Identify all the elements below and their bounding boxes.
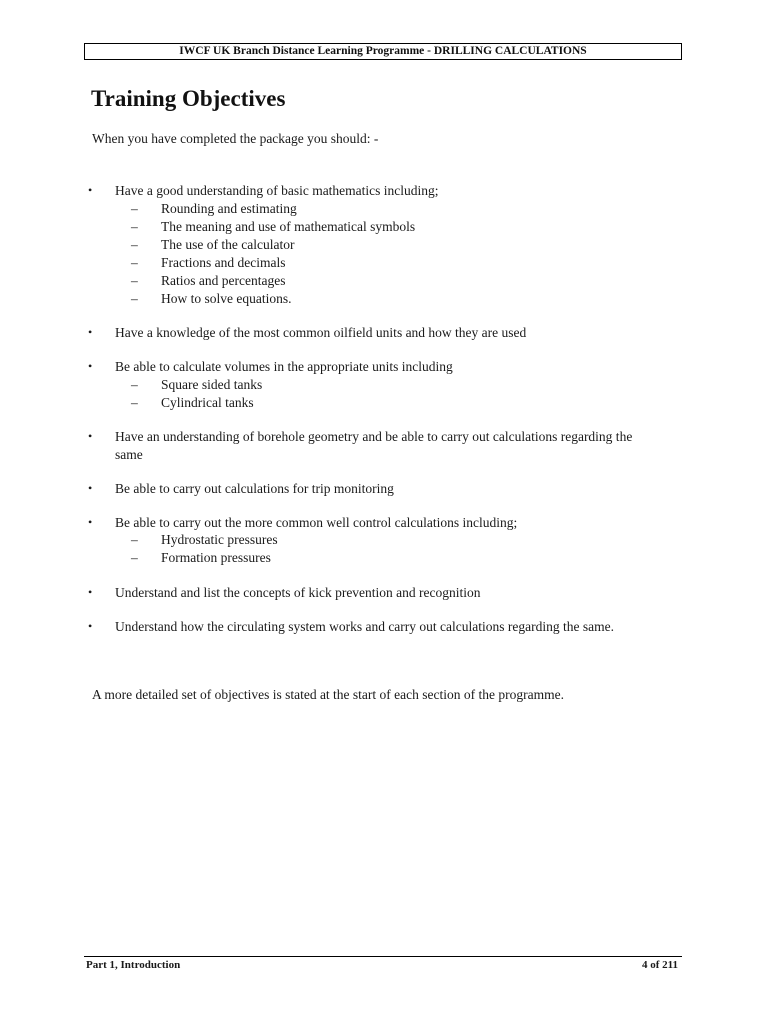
bullet-icon: • bbox=[88, 480, 93, 495]
intro-text: When you have completed the package you should: - bbox=[92, 131, 379, 146]
running-header: IWCF UK Branch Distance Learning Programme - DRILLING CALCULATIONS bbox=[84, 43, 682, 60]
bullet-icon: • bbox=[88, 183, 93, 197]
sub-objective-text: Cylindrical tanks bbox=[161, 394, 254, 410]
sub-objective-item bbox=[115, 531, 658, 549]
bullet-icon: • bbox=[88, 584, 93, 599]
bullet-icon: • bbox=[88, 325, 93, 339]
sub-objective-text: The use of the calculator bbox=[161, 236, 295, 252]
bullet-icon: • bbox=[88, 618, 93, 633]
objective-text: Understand and list the concepts of kick prevention and recognition bbox=[115, 584, 481, 600]
dash-icon: – bbox=[131, 376, 138, 392]
dash-icon: – bbox=[131, 236, 138, 252]
objective-item bbox=[0, 618, 768, 636]
dash-icon: – bbox=[131, 218, 138, 234]
dash-icon: – bbox=[131, 550, 138, 565]
dash-icon: – bbox=[131, 532, 138, 547]
dash-icon: – bbox=[131, 272, 138, 288]
sub-objective-item bbox=[115, 200, 658, 218]
objective-item bbox=[0, 358, 768, 412]
dash-icon: – bbox=[131, 254, 138, 270]
sub-objective-item bbox=[115, 236, 658, 254]
sub-objective-item bbox=[115, 394, 658, 412]
objective-item bbox=[0, 428, 768, 463]
sub-objective-item bbox=[115, 549, 658, 567]
objectives-list bbox=[0, 182, 768, 652]
sub-objective-text: Fractions and decimals bbox=[161, 254, 286, 270]
sub-objective-text: Formation pressures bbox=[161, 550, 271, 565]
sub-objective-item bbox=[115, 376, 658, 394]
bullet-icon: • bbox=[88, 359, 93, 373]
footer-rule bbox=[84, 956, 682, 957]
dash-icon: – bbox=[131, 290, 138, 306]
objective-text: Have an understanding of borehole geometry and be able to carry out calculations regarding the same bbox=[115, 429, 633, 462]
dash-icon: – bbox=[131, 394, 138, 410]
dash-icon: – bbox=[131, 200, 138, 216]
footer-page-number: 4 of 211 bbox=[641, 959, 678, 971]
objective-text: Be able to carry out calculations for trip monitoring bbox=[115, 480, 394, 496]
objective-text: Understand how the circulating system works and carry out calculations regarding the same. bbox=[115, 618, 614, 634]
objective-text: Be able to carry out the more common well control calculations including; bbox=[115, 514, 518, 530]
sub-objective-item bbox=[115, 290, 658, 308]
sub-objective-list bbox=[115, 200, 658, 308]
bullet-icon: • bbox=[88, 514, 93, 529]
sub-objective-item bbox=[115, 272, 658, 290]
objective-item bbox=[0, 514, 768, 568]
sub-objective-list bbox=[115, 376, 658, 412]
objective-text: Be able to calculate volumes in the appropriate units including bbox=[115, 359, 453, 374]
sub-objective-text: How to solve equations. bbox=[161, 290, 292, 306]
sub-objective-list bbox=[115, 531, 658, 567]
page-title: Training Objectives bbox=[91, 86, 286, 111]
sub-objective-text: Square sided tanks bbox=[161, 376, 263, 392]
sub-objective-item bbox=[115, 218, 658, 236]
sub-objective-item bbox=[115, 254, 658, 272]
objective-item bbox=[0, 182, 768, 308]
closing-text: A more detailed set of objectives is stated at the start of each section of the programme. bbox=[92, 687, 564, 702]
objective-item bbox=[0, 480, 768, 498]
sub-objective-text: Hydrostatic pressures bbox=[161, 532, 278, 547]
sub-objective-text: Rounding and estimating bbox=[161, 200, 297, 216]
bullet-icon: • bbox=[88, 429, 93, 443]
objective-item bbox=[0, 584, 768, 602]
objective-text: Have a knowledge of the most common oilfield units and how they are used bbox=[115, 325, 527, 340]
objective-item bbox=[0, 324, 768, 342]
sub-objective-text: Ratios and percentages bbox=[161, 272, 286, 288]
footer-section-label: Part 1, Introduction bbox=[86, 959, 181, 971]
objective-text: Have a good understanding of basic mathematics including; bbox=[115, 183, 439, 198]
sub-objective-text: The meaning and use of mathematical symbols bbox=[161, 218, 416, 234]
